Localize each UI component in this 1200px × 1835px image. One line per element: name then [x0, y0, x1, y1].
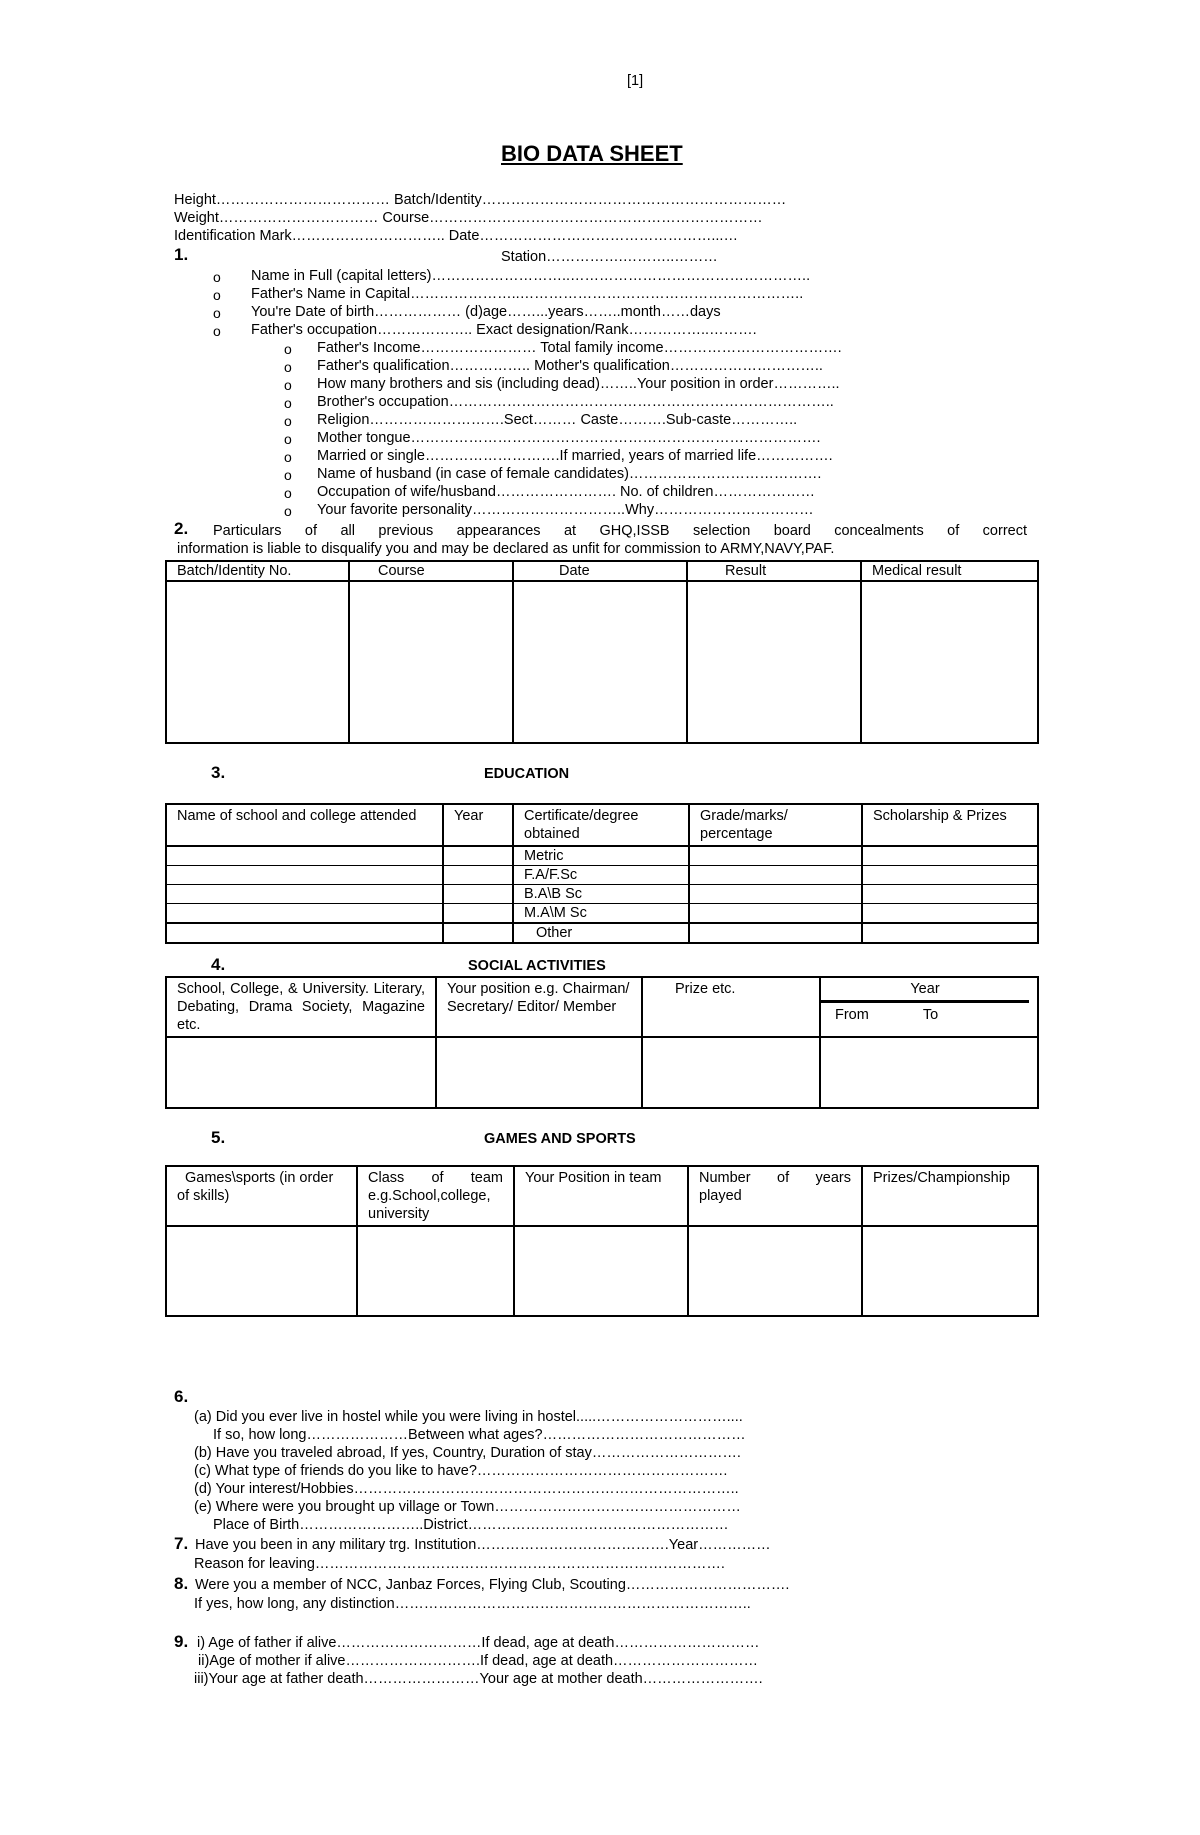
table-cell[interactable] — [514, 1226, 688, 1316]
col-course: Course — [349, 561, 513, 581]
from-label: From — [835, 1007, 869, 1023]
bullet-icon: o — [284, 449, 292, 465]
table-cell[interactable] — [688, 1226, 862, 1316]
favorite-personality-line: Your favorite personality…………………………..Why…………………………… — [317, 502, 814, 518]
section-7-number: 7. — [174, 1534, 189, 1553]
col-batch-identity: Batch/Identity No. — [166, 561, 349, 581]
table-cell[interactable] — [166, 1226, 357, 1316]
distinction-line: If yes, how long, any distinction……………………………………………………………….. — [194, 1596, 751, 1612]
bullet-icon: o — [284, 431, 292, 447]
mother-tongue-line: Mother tongue…………………………………………………………………………. — [317, 430, 821, 446]
identification-date-line: Identification Mark………………………….. Date…………………………………………...… — [174, 228, 738, 244]
spouse-occupation-line: Occupation of wife/husband……………………. No. of children………………… — [317, 484, 815, 500]
friends-line: (c) What type of friends do you like to have?……………………………………………. — [194, 1463, 728, 1479]
bullet-icon: o — [213, 305, 221, 321]
col-games — [166, 1166, 357, 1226]
education-row-label: Metric — [513, 846, 689, 866]
hobbies-line: (d) Your interest/Hobbies…………………………………………………………………….. — [194, 1481, 739, 1497]
table-cell[interactable] — [689, 866, 862, 885]
table-cell[interactable] — [443, 904, 513, 924]
hostel-duration-line: If so, how long…………………Between what ages?…………………………………… — [213, 1427, 746, 1443]
date-of-birth-line: You're Date of birth……………… (d)age……...years……..month……days — [251, 304, 721, 320]
qualification-line: Father's qualification…………….. Mother's qualification………………………….. — [317, 358, 823, 374]
mother-age-line: ii)Age of mother if alive……………………….If dead, age at death………………………… — [198, 1653, 759, 1669]
section-9-number: 9. — [174, 1632, 189, 1651]
siblings-line: How many brothers and sis (including dead)……..Your position in order………….. — [317, 376, 840, 392]
bullet-icon: o — [284, 413, 292, 429]
table-cell[interactable] — [862, 1226, 1038, 1316]
section-2-text-line-2: information is liable to disqualify you and may be declared as unfit for commission to ARMY,NAVY,PAF. — [177, 541, 835, 557]
bullet-icon: o — [284, 503, 292, 519]
section-1-number: 1. — [174, 245, 189, 264]
table-cell[interactable] — [436, 1037, 642, 1108]
col-certificate: Certificate/degree obtained — [513, 804, 689, 846]
section-2-text-line-1: Particulars of all previous appearances at GHQ,ISSB selection board concealments of correct — [213, 523, 1027, 539]
year-range — [821, 1003, 1037, 1024]
col-position: Your position e.g. Chairman/ Secretary/ Editor/ Member — [436, 977, 642, 1037]
table-cell[interactable] — [166, 904, 443, 924]
page-number: [1] — [627, 73, 644, 89]
col-games-label: Games\sports (in order of skills) — [177, 1170, 334, 1204]
education-row-label: M.A\M Sc — [513, 904, 689, 924]
col-class-of-team: Class of team e.g.School,college, university — [357, 1166, 514, 1226]
col-year-group — [820, 977, 1038, 1037]
brother-occupation-line: Brother's occupation…………………………………………………………………….. — [317, 394, 834, 410]
col-grade: Grade/marks/ percentage — [689, 804, 862, 846]
section-3-number: 3. — [211, 763, 226, 782]
bullet-icon: o — [284, 341, 292, 357]
hostel-line: (a) Did you ever live in hostel while you were living in hostel.....……………………….... — [194, 1409, 743, 1425]
table-cell[interactable] — [862, 866, 1038, 885]
education-table — [165, 803, 1039, 944]
table-cell[interactable] — [687, 581, 861, 743]
father-name-line: Father's Name in Capital…………………..………………………………………………….. — [251, 286, 804, 302]
table-cell[interactable] — [166, 923, 443, 943]
age-at-death-line: iii)Your age at father death……………………Your age at mother death……………………. — [194, 1671, 763, 1687]
husband-name-line: Name of husband (in case of female candidates)…………………………………. — [317, 466, 822, 482]
table-cell[interactable] — [166, 1037, 436, 1108]
table-cell[interactable] — [689, 904, 862, 924]
bullet-icon: o — [213, 323, 221, 339]
social-activities-table — [165, 976, 1039, 1109]
col-school-name: Name of school and college attended — [166, 804, 443, 846]
height-batch-line: Height……………………………… Batch/Identity……………………………………………………… — [174, 192, 787, 208]
bullet-icon: o — [284, 377, 292, 393]
col-medical-result: Medical result — [861, 561, 1038, 581]
name-full-line: Name in Full (capital letters)………………………..………………………………………….. — [251, 268, 811, 284]
year-label: Year — [821, 980, 1029, 1003]
to-label: To — [922, 1007, 939, 1023]
table-cell[interactable] — [357, 1226, 514, 1316]
religion-line: Religion……………………….Sect……… Caste……….Sub-caste………….. — [317, 412, 798, 428]
table-cell[interactable] — [689, 885, 862, 904]
col-scholarship: Scholarship & Prizes — [862, 804, 1038, 846]
social-activities-heading: SOCIAL ACTIVITIES — [468, 958, 606, 974]
table-cell[interactable] — [642, 1037, 820, 1108]
table-cell[interactable] — [443, 923, 513, 943]
ncc-membership-line: Were you a member of NCC, Janbaz Forces, Flying Club, Scouting……………………………. — [195, 1577, 790, 1593]
reason-leaving-line: Reason for leaving…………………………………………………………………………. — [194, 1556, 725, 1572]
father-age-line: i) Age of father if alive…………………………If dead, age at death………………………… — [197, 1635, 760, 1651]
table-cell[interactable] — [862, 885, 1038, 904]
father-income-line: Father's Income…………………… Total family income………………………………. — [317, 340, 842, 356]
education-row-label: F.A/F.Sc — [513, 866, 689, 885]
table-cell[interactable] — [349, 581, 513, 743]
table-cell[interactable] — [862, 923, 1038, 943]
education-row-label: B.A\B Sc — [513, 885, 689, 904]
col-date: Date — [513, 561, 687, 581]
military-institution-line: Have you been in any military trg. Institution………………………………….Year…………… — [195, 1537, 771, 1553]
brought-up-line: (e) Where were you brought up village or Town…………………………………………… — [194, 1499, 741, 1515]
col-years-played: Number of years played — [688, 1166, 862, 1226]
education-heading: EDUCATION — [484, 766, 570, 782]
table-cell[interactable] — [689, 923, 862, 943]
table-cell[interactable] — [443, 866, 513, 885]
table-cell[interactable] — [513, 581, 687, 743]
travel-abroad-line: (b) Have you traveled abroad, If yes, Country, Duration of stay…………………………. — [194, 1445, 741, 1461]
bullet-icon: o — [284, 485, 292, 501]
table-cell[interactable] — [443, 885, 513, 904]
marital-status-line: Married or single……………………….If married, years of married life……………. — [317, 448, 833, 464]
section-8-number: 8. — [174, 1574, 189, 1593]
table-cell[interactable] — [862, 904, 1038, 924]
section-5-number: 5. — [211, 1128, 226, 1147]
page-title: BIO DATA SHEET — [501, 141, 683, 166]
col-result: Result — [687, 561, 861, 581]
table-cell[interactable] — [166, 885, 443, 904]
table-cell[interactable] — [862, 846, 1038, 866]
table-cell[interactable] — [166, 846, 443, 866]
col-position-in-team: Your Position in team — [514, 1166, 688, 1226]
bullet-icon: o — [213, 287, 221, 303]
col-prizes: Prizes/Championship — [862, 1166, 1038, 1226]
table-cell[interactable] — [166, 581, 349, 743]
father-occupation-line: Father's occupation……………….. Exact designation/Rank……………..………. — [251, 322, 757, 338]
games-sports-table — [165, 1165, 1039, 1317]
table-cell[interactable] — [820, 1037, 1038, 1108]
games-sports-heading: GAMES AND SPORTS — [484, 1131, 636, 1147]
col-prize: Prize etc. — [642, 977, 820, 1037]
previous-appearances-table — [165, 560, 1039, 744]
bullet-icon: o — [284, 395, 292, 411]
education-row-label: Other — [513, 923, 689, 943]
table-cell[interactable] — [861, 581, 1038, 743]
bullet-icon: o — [284, 467, 292, 483]
col-institution: School, College, & University. Literary, Debating, Drama Society, Magazine etc. — [166, 977, 436, 1037]
bullet-icon: o — [284, 359, 292, 375]
weight-course-line: Weight…………………………… Course…………………………………………………………… — [174, 210, 763, 226]
table-cell[interactable] — [443, 846, 513, 866]
col-year: Year — [443, 804, 513, 846]
table-cell[interactable] — [166, 866, 443, 885]
station-line: Station…………….………..……… — [501, 249, 718, 265]
table-cell[interactable] — [689, 846, 862, 866]
section-4-number: 4. — [211, 955, 226, 974]
section-6-number: 6. — [174, 1387, 189, 1406]
place-of-birth-line: Place of Birth……………………..District……………………………………………… — [213, 1517, 729, 1533]
section-2-number: 2. — [174, 519, 189, 538]
bullet-icon: o — [213, 269, 221, 285]
